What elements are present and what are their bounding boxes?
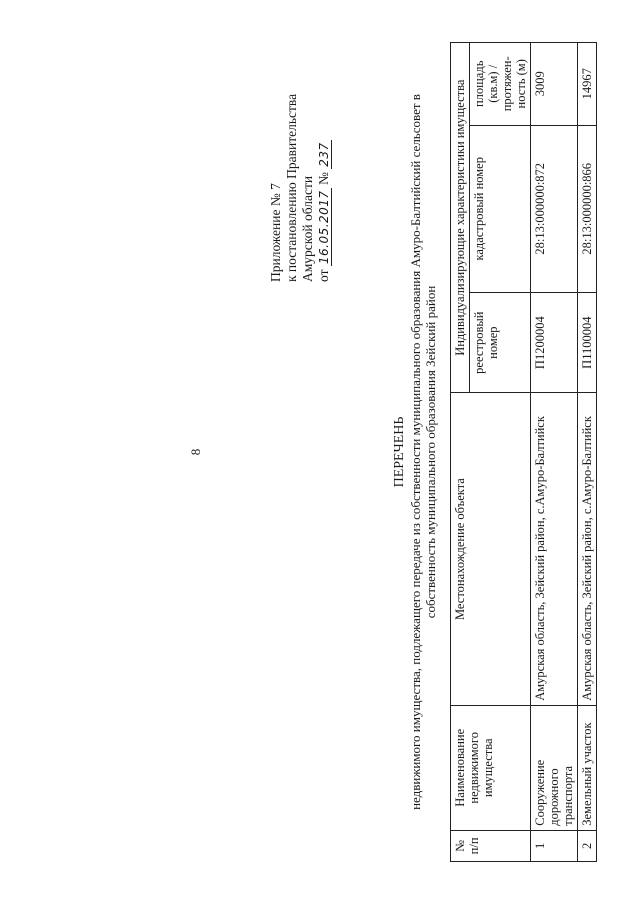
handwritten-number: 237 <box>317 142 331 167</box>
cell-cadastral: 28:13:000000:866 <box>578 125 597 292</box>
header-area: площадь (кв.м) / протяжен-ность (м) <box>470 43 531 126</box>
appendix-line-3: Амурской области <box>300 175 315 282</box>
document-page <box>10 12 630 892</box>
cell-name: Земельный участок <box>578 705 597 830</box>
cell-registry: П1200004 <box>531 292 578 392</box>
header-name: Наименование недвижимого имущества <box>451 705 531 830</box>
number-prefix: № <box>316 172 331 186</box>
cell-name: Сооружение дорожного транспорта <box>531 705 578 830</box>
date-prefix: от <box>316 269 331 282</box>
header-registry: реестровый номер <box>470 292 531 392</box>
header-characteristics: Индивидуализирующие характеристики имущества <box>451 43 470 393</box>
header-no: № п/п <box>451 830 531 861</box>
page-number: 8 <box>188 448 203 456</box>
appendix-line-1: Приложение № 7 <box>268 183 283 282</box>
cell-area: 14967 <box>578 43 597 126</box>
cell-location: Амурская область, Зейский район, с.Амуро-Балтийск <box>531 393 578 705</box>
document-title: ПЕРЕЧЕНЬ <box>392 416 407 488</box>
cell-no: 2 <box>578 830 597 861</box>
cell-area: 3009 <box>531 43 578 126</box>
cell-no: 1 <box>531 830 578 861</box>
appendix-block <box>268 22 332 282</box>
table-row <box>578 43 597 862</box>
table-row <box>531 43 578 862</box>
header-cadastral: кадастровый номер <box>470 125 531 292</box>
document-subtitle: недвижимого имущества, подлежащего передаче из собственности муниципального образования Амуро-Балтийский сельсовет в собственность муниципального образования Зейский район <box>408 94 438 810</box>
appendix-line-2: к постановлению Правительства <box>284 93 299 282</box>
appendix-date-line <box>316 22 332 282</box>
header-location: Местонахождение объекта <box>451 393 531 705</box>
property-table <box>450 42 597 862</box>
cell-registry: П1100004 <box>578 292 597 392</box>
handwritten-date: 16.05.2017 <box>317 190 331 265</box>
cell-cadastral: 28:13:000000:872 <box>531 125 578 292</box>
cell-location: Амурская область, Зейский район, с.Амуро-Балтийск <box>578 393 597 705</box>
